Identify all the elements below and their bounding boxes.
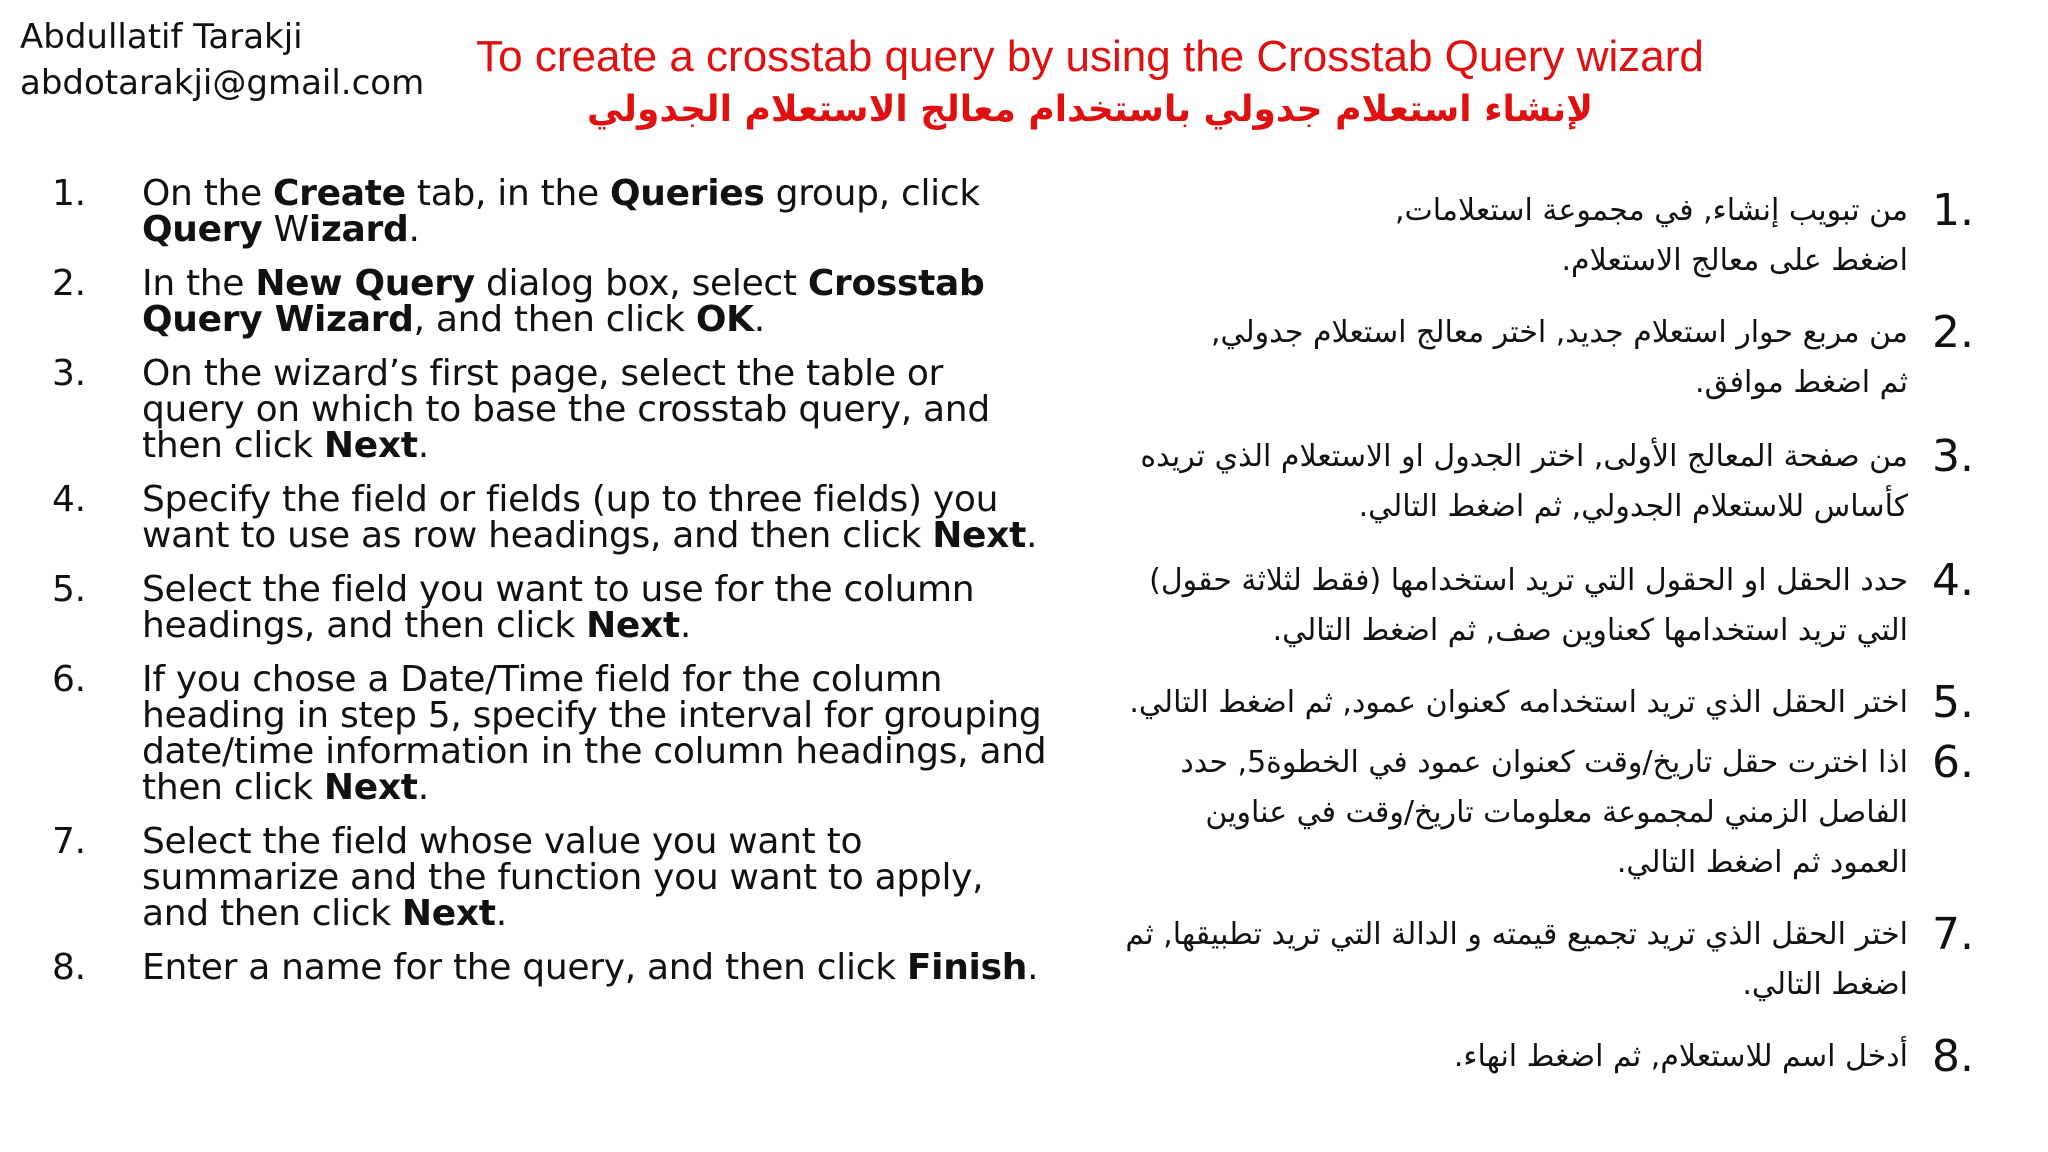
- step-ar-line: اختر الحقل الذي تريد تجميع قيمته و الدالة التي تريد تطبيقها, ثم: [1125, 917, 1908, 952]
- step-en-text: In the New Query dialog box, select Crosstab Query Wizard, and then click OK.: [142, 263, 985, 340]
- step-en-7: [40, 821, 1050, 934]
- step-en-text: On the wizard’s first page, select the table or query on which to base the crosstab query, and then click Next.: [142, 353, 990, 466]
- step-en-1: [40, 173, 1050, 250]
- step-ar-number: 3.: [1932, 431, 1974, 482]
- step-ar-number: 4.: [1932, 555, 1974, 606]
- step-en-text: On the Create tab, in the Queries group, click Query Wizard.: [142, 173, 980, 250]
- step-en-number: 4.: [52, 479, 86, 520]
- step-ar-number: 5.: [1932, 677, 1974, 728]
- step-ar-2: [1052, 308, 2012, 408]
- step-ar-number: 6.: [1932, 737, 1974, 788]
- step-ar-text: [1052, 308, 1928, 408]
- step-ar-line: من تبويب إنشاء, في مجموعة استعلامات,: [1394, 193, 1908, 228]
- author-email: abdotarakji@gmail.com: [20, 63, 425, 103]
- step-en-text: Select the field whose value you want to summarize and the function you want to apply, and then click Next.: [142, 821, 984, 934]
- title-block: [420, 30, 1760, 136]
- step-en-number: 8.: [52, 947, 86, 988]
- step-en-number: 6.: [52, 659, 86, 700]
- step-ar-line: التي تريد استخدامها كعناوين صف, ثم اضغط التالي.: [1272, 613, 1908, 648]
- step-ar-line: من صفحة المعالج الأولى, اختر الجدول او الاستعلام الذي تريده: [1140, 439, 1908, 474]
- step-ar-number: 8.: [1932, 1031, 1974, 1082]
- step-ar-line: اضغط على معالج الاستعلام.: [1561, 243, 1908, 278]
- step-en-number: 2.: [52, 263, 86, 304]
- step-en-2: [40, 263, 1050, 340]
- step-ar-text: [1052, 738, 1928, 888]
- step-ar-1: [1052, 186, 2012, 286]
- step-ar-number: 1.: [1932, 185, 1974, 236]
- step-ar-text: [1052, 186, 1928, 286]
- step-ar-line: كأساس للاستعلام الجدولي, ثم اضغط التالي.: [1358, 489, 1908, 524]
- step-ar-8: [1052, 1032, 2012, 1082]
- step-ar-line: حدد الحقل او الحقول التي تريد استخدامها (فقط لثلاثة حقول): [1149, 563, 1908, 598]
- step-en-3: [40, 353, 1050, 466]
- step-en-number: 3.: [52, 353, 86, 394]
- step-ar-line: اختر الحقل الذي تريد استخدامه كعنوان عمود, ثم اضغط التالي.: [1129, 685, 1908, 720]
- step-en-text: Select the field you want to use for the column headings, and then click Next.: [142, 569, 975, 646]
- title-english: To create a crosstab query by using the Crosstab Query wizard: [476, 32, 1704, 81]
- step-ar-line: من مربع حوار استعلام جديد, اختر معالج استعلام جدولي,: [1210, 315, 1908, 350]
- step-en-text: Specify the field or fields (up to three fields) you want to use as row headings, and then click Next.: [142, 479, 1038, 556]
- author-name: Abdullatif Tarakji: [20, 17, 303, 57]
- step-ar-number: 7.: [1932, 909, 1974, 960]
- step-en-5: [40, 569, 1050, 646]
- step-ar-number: 2.: [1932, 307, 1974, 358]
- step-en-text: Enter a name for the query, and then click Finish.: [142, 947, 1039, 988]
- steps-list-arabic: [1052, 186, 2012, 1082]
- step-ar-text: [1052, 678, 1928, 728]
- step-ar-line: العمود ثم اضغط التالي.: [1616, 845, 1908, 880]
- step-ar-4: [1052, 556, 2012, 656]
- step-ar-text: [1052, 1032, 1928, 1082]
- step-en-4: [40, 479, 1050, 556]
- step-en-number: 5.: [52, 569, 86, 610]
- step-ar-5: [1052, 678, 2012, 728]
- step-ar-6: [1052, 738, 2012, 888]
- step-ar-text: [1052, 556, 1928, 656]
- step-en-6: [40, 659, 1050, 808]
- step-ar-text: [1052, 910, 1928, 1010]
- step-en-number: 1.: [52, 173, 86, 214]
- step-ar-line: أدخل اسم للاستعلام, ثم اضغط انهاء.: [1453, 1039, 1908, 1074]
- step-ar-text: [1052, 432, 1928, 532]
- step-en-text: If you chose a Date/Time field for the column heading in step 5, specify the interval for grouping date/time information in the column headings, and then click Next.: [142, 659, 1047, 808]
- step-ar-line: ثم اضغط موافق.: [1695, 365, 1908, 400]
- step-ar-3: [1052, 432, 2012, 532]
- step-ar-line: اضغط التالي.: [1742, 967, 1908, 1002]
- title-arabic: لإنشاء استعلام جدولي باستخدام معالج الاستعلام الجدولي: [587, 89, 1593, 130]
- step-ar-line: الفاصل الزمني لمجموعة معلومات تاريخ/وقت في عناوين: [1205, 795, 1908, 830]
- step-ar-line: اذا اخترت حقل تاريخ/وقت كعنوان عمود في الخطوة5, حدد: [1180, 745, 1908, 780]
- steps-list-english: [40, 173, 1050, 1004]
- step-en-number: 7.: [52, 821, 86, 862]
- step-ar-7: [1052, 910, 2012, 1010]
- step-en-8: [40, 947, 1050, 988]
- author-block: [20, 14, 424, 106]
